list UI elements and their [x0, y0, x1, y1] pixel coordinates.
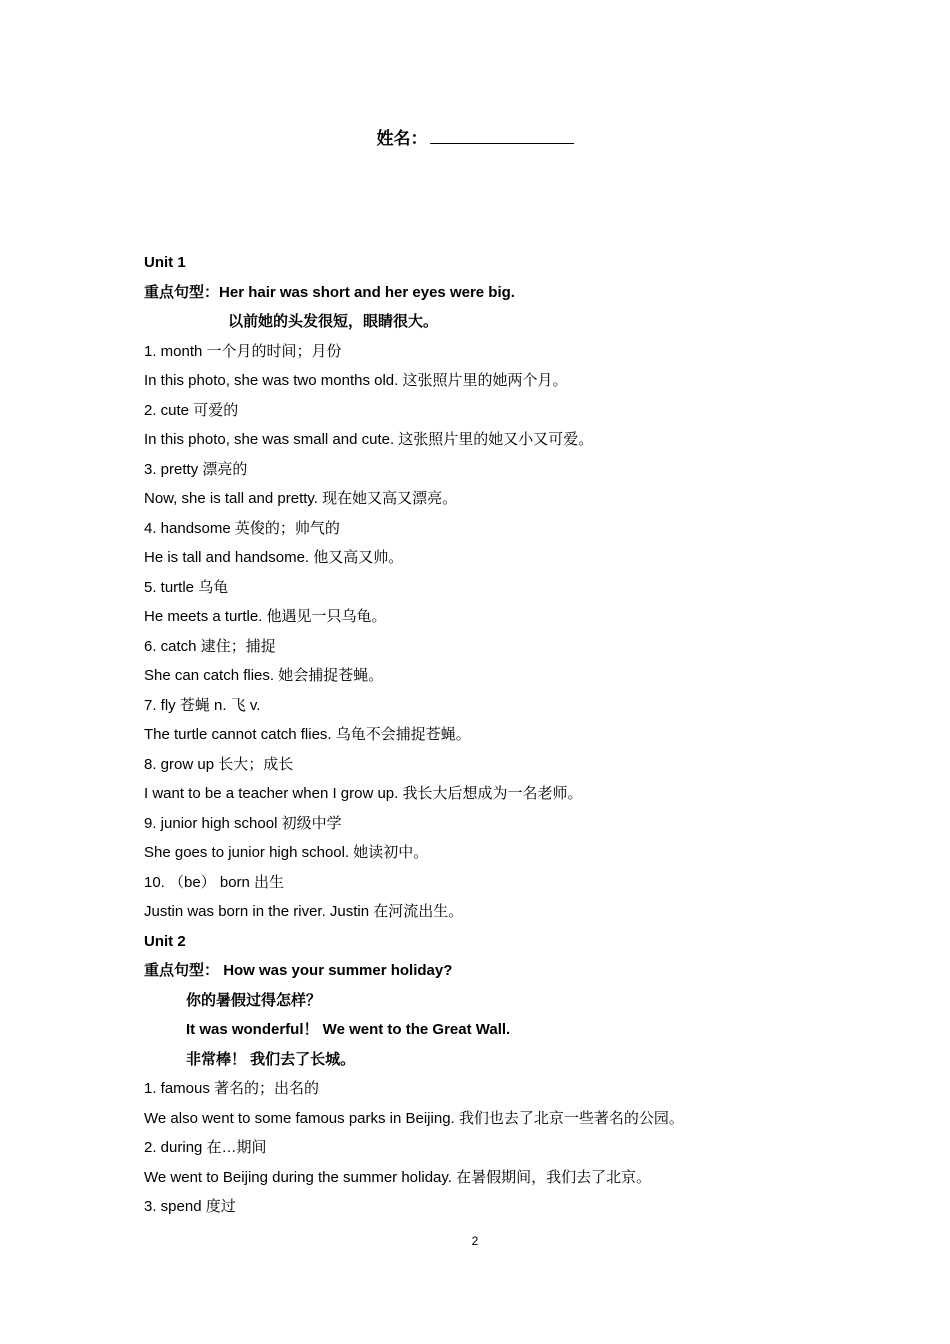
vocab-word: 5. turtle 乌龟 [144, 578, 229, 596]
unit2-title: Unit 2 [144, 932, 186, 950]
unit1-key-label: 重点句型： [144, 283, 220, 301]
vocab-word: 7. fly 苍蝇 n. 飞 v. [144, 696, 261, 714]
vocab-word: 6. catch 逮住；捕捉 [144, 637, 276, 655]
name-field [0, 124, 950, 149]
vocab-word: 10. （be） born 出生 [144, 873, 285, 891]
vocab-word: 9. junior high school 初级中学 [144, 814, 342, 832]
vocab-example: In this photo, she was two months old. 这张照片里的她两个月。 [144, 372, 568, 389]
unit2-key-cn2: 非常棒！ 我们去了长城。 [186, 1050, 356, 1068]
unit2-key-en2: It was wonderful！ We went to the Great Wall. [186, 1021, 511, 1038]
vocab-example: The turtle cannot catch flies. 乌龟不会捕捉苍蝇。 [144, 726, 471, 743]
document-body [144, 248, 824, 1222]
vocab-word: 4. handsome 英俊的；帅气的 [144, 519, 340, 537]
vocab-word: 1. famous 著名的；出名的 [144, 1080, 320, 1097]
vocab-word: 1. month 一个月的时间；月份 [144, 342, 342, 360]
vocab-example: We went to Beijing during the summer holiday. 在暑假期间，我们去了北京。 [144, 1168, 652, 1186]
vocab-example: In this photo, she was small and cute. 这张照片里的她又小又可爱。 [144, 431, 594, 448]
unit2-key-sentence [144, 956, 824, 986]
vocab-word: 3. spend 度过 [144, 1198, 236, 1215]
unit2-key-cn1: 你的暑假过得怎样？ [186, 991, 322, 1009]
unit1-key-cn: 以前她的头发很短，眼睛很大。 [228, 313, 439, 330]
vocab-example: Now, she is tall and pretty. 现在她又高又漂亮。 [144, 490, 458, 507]
page-number: 2 [471, 1234, 479, 1248]
vocab-example: We also went to some famous parks in Beijing. 我们也去了北京一些著名的公园。 [144, 1109, 684, 1127]
unit1-key-en: Her hair was short and her eyes were big. [219, 283, 515, 301]
vocab-word: 2. cute 可爱的 [144, 401, 239, 419]
name-label: 姓名： [376, 129, 428, 148]
vocab-word: 2. during 在…期间 [144, 1139, 267, 1156]
vocab-example: Justin was born in the river. Justin 在河流出生。 [144, 903, 464, 920]
vocab-example: She can catch flies. 她会捕捉苍蝇。 [144, 667, 384, 684]
vocab-word: 8. grow up 长大；成长 [144, 755, 294, 773]
vocab-example: He meets a turtle. 他遇见一只乌龟。 [144, 608, 387, 625]
vocab-example: I want to be a teacher when I grow up. 我长大后想成为一名老师。 [144, 785, 583, 802]
unit1-key-sentence [144, 278, 824, 308]
name-blank-line[interactable] [430, 127, 574, 144]
vocab-word: 3. pretty 漂亮的 [144, 460, 248, 478]
unit2-key-en1: How was your summer holiday? [223, 962, 453, 979]
unit2-key-label: 重点句型： [144, 962, 220, 979]
vocab-example: She goes to junior high school. 她读初中。 [144, 844, 429, 861]
unit1-title: Unit 1 [144, 254, 186, 271]
vocab-example: He is tall and handsome. 他又高又帅。 [144, 549, 404, 566]
